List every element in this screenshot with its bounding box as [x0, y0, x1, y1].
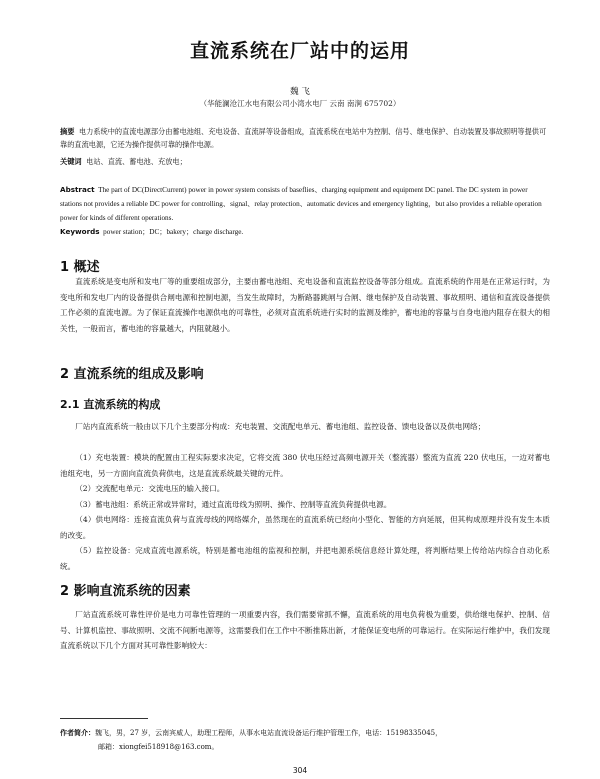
email-address: xiongfei518918@163.com。 — [119, 743, 219, 751]
keywords-en-text: power station；DC；bakery；charge discharge. — [103, 228, 244, 236]
list-item: （1）充电装置：模块的配置由工程实际要求决定，它将交流 380 伏电压经过高频电源开关（整流器）整流为直流 220 伏电压，一边对蓄电池组充电，另一方面向直流负荷供电，这是直流系统最关键的元件。 — [60, 453, 550, 478]
factors-paragraph: 厂站直流系统可靠性评价是电力可靠性管理的一项重要内容，我们需要常抓不懈，直流系统的用电负荷极为重要，供给继电保护、控制、信号、计算机监控、事故照明、交流不间断电源等，这需要我们在工作中不断推陈出新，才能保证变电所的可靠运行。在实际运行维护中，我们发现直流系统以下几个方面对其可靠性影响较大： — [60, 610, 550, 650]
composition-intro-paragraph: 厂站内直流系统一般由以下几个主要部分构成：充电装置、交流配电单元、蓄电池组、监控设备、馈电设备以及供电网络； — [75, 422, 486, 431]
abstract-zh-text: 电力系统中的直流电源部分由蓄电池组、充电设备、直流屏等设备组成，直流系统在电站中为控制、信号、继电保护、自动装置及事故照明等提供可靠的直流电源，它还为操作提供可靠的操作电源。 — [60, 127, 547, 149]
author-affiliation: （华能澜沧江水电有限公司小湾水电厂 云南 南涧 675702） — [199, 99, 401, 108]
footnote-text: 魏飞，男，27 岁，云南宾威人，助理工程师，从事水电站直流设备运行维护管理工作，电话：15198335045， — [95, 729, 443, 737]
author-footnote — [60, 726, 550, 754]
footnote-label: 作者简介： — [60, 729, 95, 737]
overview-paragraph: 直流系统是变电所和发电厂等的重要组成部分，主要由蓄电池组、充电设备和直流监控设备等部分组成。直流系统的作用是在正常运行时，为变电所和发电厂内的设备提供合闸电源和控制电源，当发生故障时，为断路器跳闸与合闸、继电保护及自动装置、事故照明、通信和直流设备提供工作必须的直流电源。为了保证直流操作电源供电的可靠性，必须对直流系统进行实时的监测及维护，蓄电池的容量与自身电池内阻存在很大的相关性，一般而言，蓄电池的容量越大，内阻就越小。 — [60, 277, 550, 333]
section-heading-composition: 2 直流系统的组成及影响 — [60, 367, 204, 382]
abstract-en-text: The part of DC(DirectCurrent) power in power system consists of baseflies、charging equipment and equipment DC panel. The DC system in power stations not provides a reliable DC power for controlling、signal、relay protection、automatic devices and emergency lighting，but also provides a reliable operation power for kinds of different operations. — [60, 186, 542, 222]
list-item: （4）供电网络：连接直流负荷与直流母线的网络媒介，虽然现在的直流系统已经向小型化、智能的方向延展，但其构成原理并没有发生本质的改变。 — [60, 515, 550, 540]
keywords-en — [60, 225, 550, 239]
list-item: （5）监控设备：完成直流电源系统，特别是蓄电池组的监视和控制，并把电源系统信息经计算处理，将判断结果上传给站内综合自动化系统。 — [60, 546, 550, 571]
abstract-en-label: Abstract — [60, 185, 95, 194]
keywords-zh-label: 关键词 — [60, 157, 82, 166]
footnote-divider — [60, 718, 148, 719]
abstract-zh — [60, 125, 550, 151]
keywords-en-label: Keywords — [60, 227, 100, 236]
abstract-zh-label: 摘要 — [60, 127, 75, 136]
paper-title: 直流系统在厂站中的运用 — [189, 40, 410, 62]
keywords-zh-text: 电站、直流、蓄电池、充放电； — [86, 157, 187, 166]
abstract-en — [60, 183, 550, 225]
email-label: 邮箱： — [98, 743, 119, 751]
page-number: 304 — [292, 766, 308, 775]
section-heading-overview: 1 概述 — [60, 260, 100, 275]
list-item: （2）交流配电单元：交流电压的输入接口。 — [75, 484, 225, 493]
keywords-zh — [60, 155, 550, 168]
author-name: 魏 飞 — [290, 87, 310, 97]
list-item: （3）蓄电池组：系统正常或异常时，通过直流母线为照明、操作、控制等直流负荷提供电源。 — [75, 500, 392, 509]
section-heading-factors: 2 影响直流系统的因素 — [60, 584, 191, 599]
subsection-heading-composition: 2.1 直流系统的构成 — [60, 398, 161, 411]
